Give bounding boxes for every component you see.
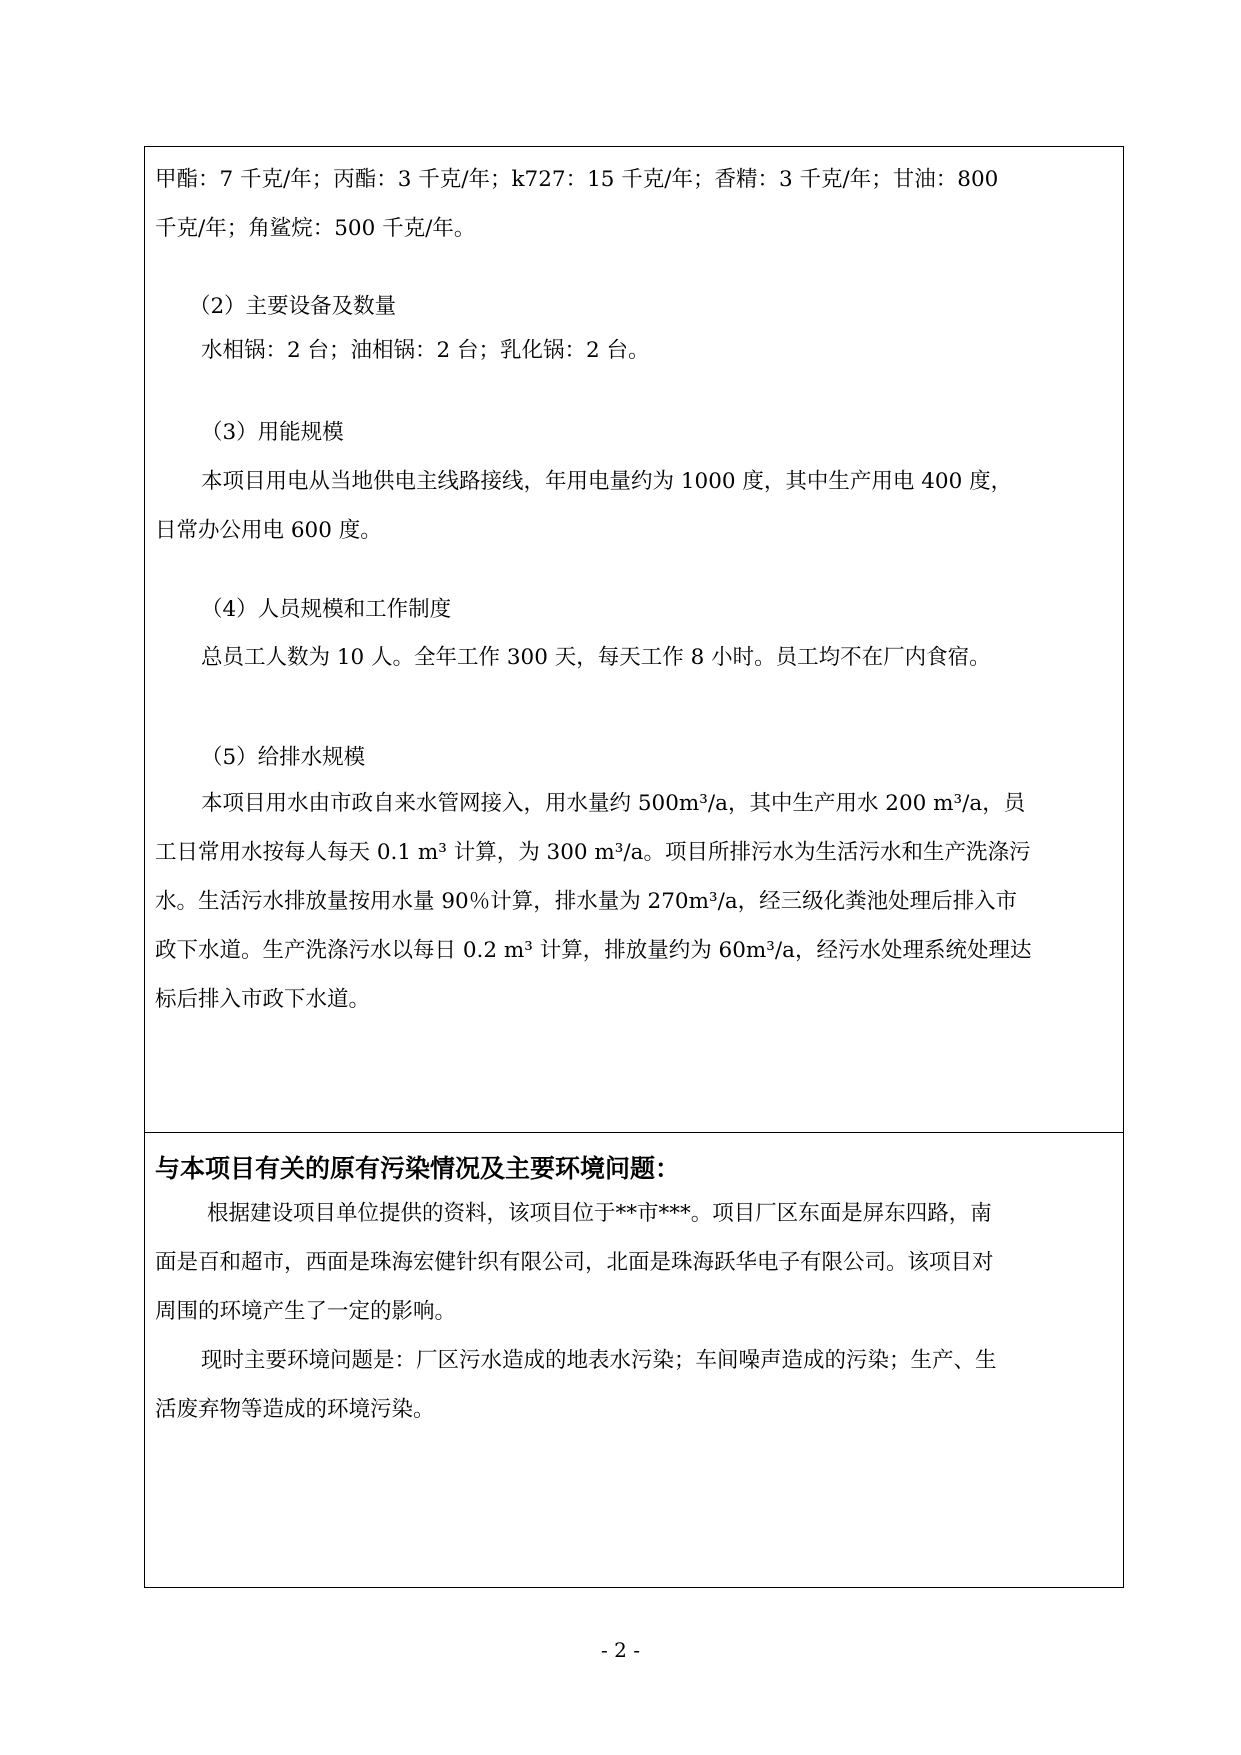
energy-heading: （3）用能规模 xyxy=(201,420,344,445)
energy-line-2: 日常办公用电 600 度。 xyxy=(155,518,382,543)
water-line-5: 标后排入市政下水道。 xyxy=(155,987,371,1012)
pollution-para2-line-1: 现时主要环境问题是：厂区污水造成的地表水污染；车间噪声造成的污染；生产、生 xyxy=(201,1348,997,1373)
report-table xyxy=(144,146,1124,1588)
pollution-issues-cell xyxy=(145,1133,1123,1587)
equipment-text: 水相锅：2 台；油相锅：2 台；乳化锅：2 台。 xyxy=(201,338,650,363)
pollution-para2-line-2: 活废弃物等造成的环境污染。 xyxy=(155,1397,435,1422)
water-line-3: 水。生活污水排放量按用水量 90％计算，排水量为 270m³/a，经三级化粪池处理后排入市 xyxy=(155,889,1018,914)
water-line-2: 工日常用水按每人每天 0.1 m³ 计算，为 300 m³/a。项目所排污水为生活污水和生产洗涤污 xyxy=(155,840,1031,865)
pollution-para1-line-2: 面是百和超市，西面是珠海宏健针织有限公司，北面是珠海跃华电子有限公司。该项目对 xyxy=(155,1250,994,1275)
pollution-para1-line-3: 周围的环境产生了一定的影响。 xyxy=(155,1299,457,1324)
pollution-para1-line-1: 根据建设项目单位提供的资料，该项目位于**市***。项目厂区东面是屏东四路，南 xyxy=(207,1201,992,1226)
water-line-4: 政下水道。生产洗涤污水以每日 0.2 m³ 计算，排放量约为 60m³/a，经污水处理系统处理达 xyxy=(155,938,1032,963)
staff-text: 总员工人数为 10 人。全年工作 300 天，每天工作 8 小时。员工均不在厂内食宿。 xyxy=(201,645,991,670)
equipment-heading: （2）主要设备及数量 xyxy=(189,294,397,319)
pollution-heading: 与本项目有关的原有污染情况及主要环境问题： xyxy=(155,1154,681,1183)
materials-line-1: 甲酯：7 千克/年；丙酯：3 千克/年；k727：15 千克/年；香精：3 千克/年；甘油：800 xyxy=(155,167,999,192)
water-line-1: 本项目用水由市政自来水管网接入，用水量约 500m³/a，其中生产用水 200 m³/a，员 xyxy=(201,791,1026,816)
energy-line-1: 本项目用电从当地供电主线路接线，年用电量约为 1000 度，其中生产用电 400 度， xyxy=(201,469,1013,494)
page-number: - 2 - xyxy=(601,1638,640,1662)
project-details-cell xyxy=(145,147,1123,1133)
materials-line-2: 千克/年；角鲨烷：500 千克/年。 xyxy=(155,216,476,241)
staff-heading: （4）人员规模和工作制度 xyxy=(201,597,452,622)
water-heading: （5）给排水规模 xyxy=(201,745,366,770)
